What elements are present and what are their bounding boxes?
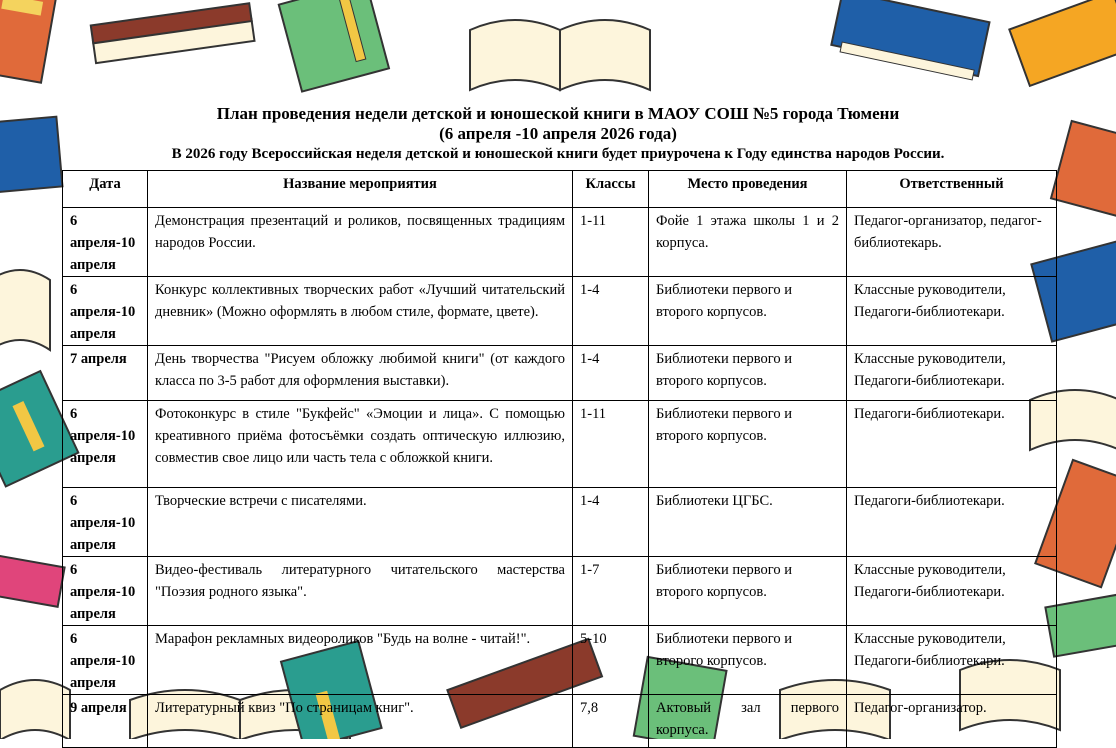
book-icon xyxy=(279,0,389,92)
open-book-icon xyxy=(0,680,70,739)
table-row xyxy=(63,488,1057,557)
page-title: План проведения недели детской и юношеской книги в МАОУ СОШ №5 города Тюмени xyxy=(216,104,900,123)
cell-grades: 1-11 xyxy=(573,401,649,488)
cell-place: Библиотеки первого и второго корпусов. xyxy=(649,626,847,695)
table-row xyxy=(63,695,1057,748)
cell-responsible: Педагоги-библиотекари. xyxy=(847,488,1057,557)
table-row xyxy=(63,401,1057,488)
cell-grades: 1-11 xyxy=(573,208,649,277)
column-header-date: Дата xyxy=(63,171,148,208)
cell-responsible: Классные руководители, Педагоги-библиотекари. xyxy=(847,346,1057,401)
cell-event-name: День творчества "Рисуем обложку любимой книги" (от каждого класса по 3-5 работ для оформления выставки). xyxy=(148,346,573,401)
cell-place: Фойе 1 этажа школы 1 и 2 корпуса. xyxy=(649,208,847,277)
table-row xyxy=(63,626,1057,695)
cell-grades: 5-10 xyxy=(573,626,649,695)
column-header-place: Место проведения xyxy=(649,171,847,208)
cell-date: 6 апреля-10 апреля xyxy=(63,626,148,695)
book-icon xyxy=(0,554,65,607)
cell-event-name: Марафон рекламных видеороликов "Будь на волне - читай!". xyxy=(148,626,573,695)
column-header-responsible: Ответственный xyxy=(847,171,1057,208)
date-range: (6 апреля -10 апреля 2026 года) xyxy=(439,124,677,143)
cell-grades: 1-7 xyxy=(573,557,649,626)
cell-event-name: Литературный квиз "По страницам книг". xyxy=(148,695,573,748)
column-header-grades: Классы xyxy=(573,171,649,208)
cell-place: Библиотеки ЦГБС. xyxy=(649,488,847,557)
cell-grades: 1-4 xyxy=(573,488,649,557)
table-header-row xyxy=(63,171,1057,208)
column-header-name: Название мероприятия xyxy=(148,171,573,208)
cell-event-name: Видео-фестиваль литературного читательского мастерства "Поэзия родного языка". xyxy=(148,557,573,626)
table-row xyxy=(63,277,1057,346)
cell-event-name: Фотоконкурс в стиле "Букфейс" «Эмоции и лица». С помощью креативного приёма фотосъёмки создать оптическую иллюзию, совместив свое лицо или часть тела с обложкой книги. xyxy=(148,401,573,488)
cell-date: 6 апреля-10 апреля xyxy=(63,401,148,488)
open-book-icon xyxy=(0,270,50,350)
cell-responsible: Педагоги-библиотекари. xyxy=(847,401,1057,488)
book-icon xyxy=(0,0,57,83)
table-row xyxy=(63,557,1057,626)
open-book-icon xyxy=(470,20,650,90)
cell-responsible: Классные руководители, Педагоги-библиотекари. xyxy=(847,626,1057,695)
cell-responsible: Классные руководители, Педагоги-библиотекари. xyxy=(847,557,1057,626)
cell-event-name: Конкурс коллективных творческих работ «Лучший читательский дневник» (Можно оформлять в любом стиле, формате, цвете). xyxy=(148,277,573,346)
events-table xyxy=(62,170,1057,748)
page-header xyxy=(0,104,1116,164)
book-icon xyxy=(1009,0,1116,86)
cell-grades: 1-4 xyxy=(573,277,649,346)
cell-place: Библиотеки первого и второго корпусов. xyxy=(649,346,847,401)
table-row xyxy=(63,208,1057,277)
book-icon xyxy=(830,0,989,81)
book-icon xyxy=(91,3,255,63)
cell-date: 6 апреля-10 апреля xyxy=(63,557,148,626)
cell-date: 6 апреля-10 апреля xyxy=(63,208,148,277)
cell-date: 6 апреля-10 апреля xyxy=(63,488,148,557)
cell-place: Актовый зал первого корпуса. xyxy=(649,695,847,748)
cell-date: 7 апреля xyxy=(63,346,148,401)
cell-date: 6 апреля-10 апреля xyxy=(63,277,148,346)
cell-responsible: Педагог-организатор. xyxy=(847,695,1057,748)
cell-grades: 1-4 xyxy=(573,346,649,401)
cell-place: Библиотеки первого и второго корпусов. xyxy=(649,277,847,346)
cell-date: 9 апреля xyxy=(63,695,148,748)
table-row xyxy=(63,346,1057,401)
cell-event-name: Демонстрация презентаций и роликов, посвященных традициям народов России. xyxy=(148,208,573,277)
page-subtitle: В 2026 году Всероссийская неделя детской и юношеской книги будет приурочена к Году единства народов России. xyxy=(171,146,945,162)
cell-place: Библиотеки первого и второго корпусов. xyxy=(649,557,847,626)
cell-event-name: Творческие встречи с писателями. xyxy=(148,488,573,557)
cell-responsible: Классные руководители, Педагоги-библиотекари. xyxy=(847,277,1057,346)
cell-grades: 7,8 xyxy=(573,695,649,748)
cell-place: Библиотеки первого и второго корпусов. xyxy=(649,401,847,488)
cell-responsible: Педагог-организатор, педагог-библиотекарь. xyxy=(847,208,1057,277)
